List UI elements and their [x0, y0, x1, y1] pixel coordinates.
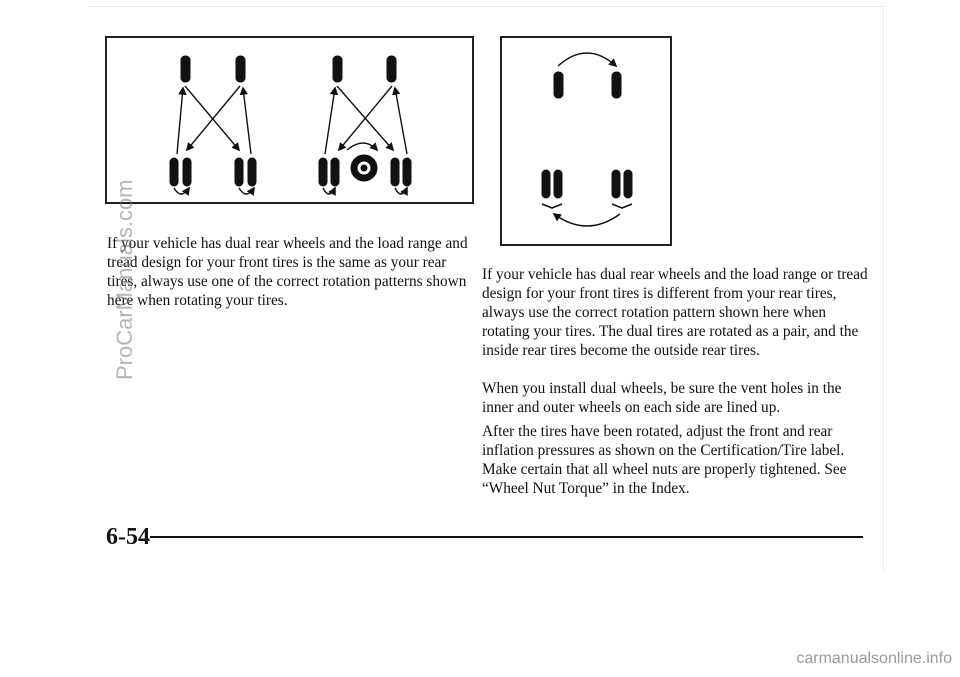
footer-watermark: carmanualsonline.info: [796, 650, 952, 667]
pattern-one: [170, 56, 256, 194]
tire-rotation-pattern-left-icon: [107, 38, 472, 202]
pattern-two: [319, 56, 411, 194]
right-paragraph-3: After the tires have been rotated, adjust the front and rear inflation pressures as shown on the Certification/Tire label. Make certain that all wheel nuts are properly tightened. See “Wheel Nut Torque” in the Index.: [482, 423, 847, 497]
right-paragraph-2: When you install dual wheels, be sure the vent holes in the inner and outer wheels on each side are lined up.: [482, 380, 842, 416]
side-watermark: ProCarManuals.com: [112, 179, 137, 380]
rotation-diagram-left: [105, 36, 474, 204]
rotation-diagram-right: [500, 36, 672, 246]
left-paragraph: If your vehicle has dual rear wheels and the load range and tread design for your front tires is the same as your rear tires, always use one of the correct rotation patterns shown here when rotating your tires.: [107, 235, 468, 309]
right-paragraph-1: If your vehicle has dual rear wheels and the load range or tread design for your front tires is different from your rear tires, always use the correct rotation pattern shown here when rotating your tires. The dual tires are rotated as a pair, and the inside rear tires become the outside rear tires.: [482, 266, 868, 359]
footer-rule: [150, 536, 863, 538]
page-number: 6-54: [106, 524, 150, 550]
tire-rotation-pattern-right-icon: [502, 38, 670, 244]
